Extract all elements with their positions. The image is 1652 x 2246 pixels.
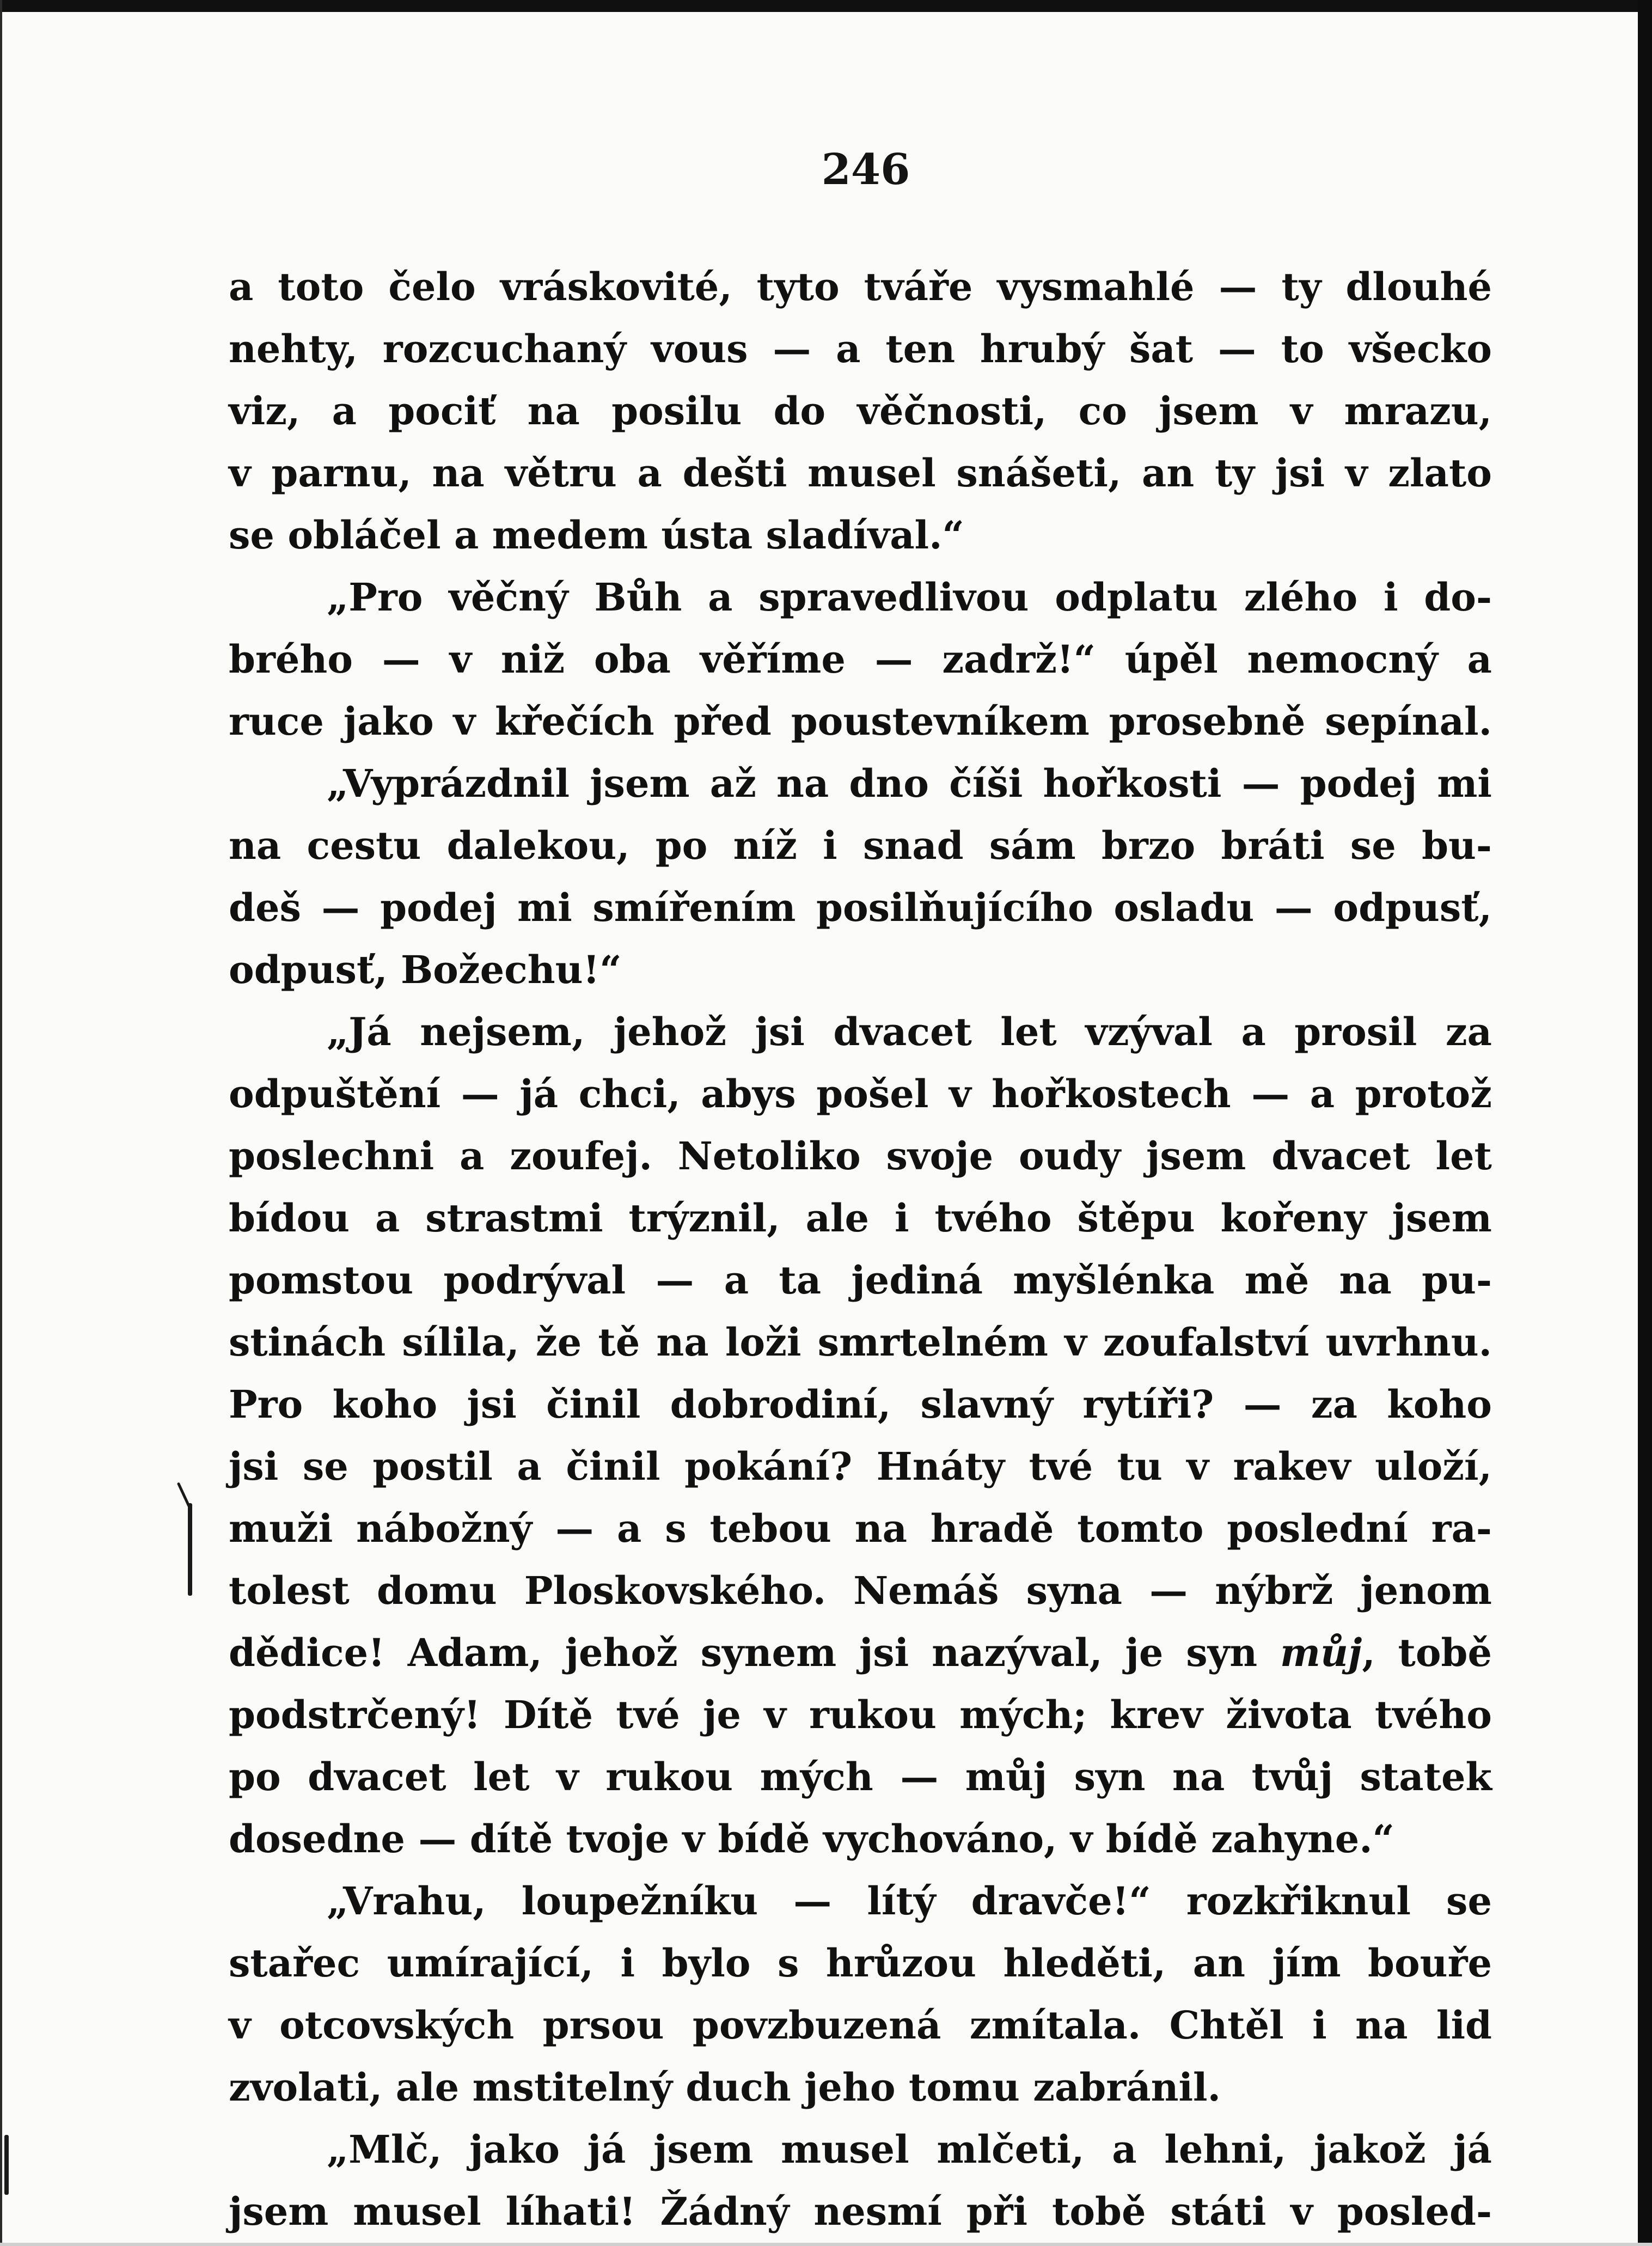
italic-word: můj (1280, 1630, 1362, 1675)
text-line: „Vyprázdnil jsem až na dno číši hořkosti — podej mi (327, 761, 1492, 806)
text-line: „Pro věčný Bůh a spravedlivou odplatu zlého i do- (327, 575, 1492, 620)
margin-mark (188, 1503, 192, 1596)
text-line: „Vrahu, loupežníku — lítý dravče!“ rozkřiknul se (327, 1878, 1492, 1924)
text-line: „Mlč, jako já jsem musel mlčeti, a lehni, jakož já (327, 2127, 1492, 2172)
text-line: jsi se postil a činil pokání? Hnáty tvé tu v rakev uloží, (229, 1444, 1492, 1489)
text-line (229, 1622, 1492, 1684)
text-line: stinách sílila, že tě na loži smrtelném v zoufalství uvrhnu. (229, 1320, 1492, 1365)
body-text (229, 256, 1492, 2243)
text-line: brého — v niž oba věříme — zadrž!“ úpěl nemocný a (229, 637, 1492, 682)
text-line: bídou a strastmi trýznil, ale i tvého štěpu kořeny jsem (229, 1195, 1492, 1241)
text-line: viz, a pociť na posilu do věčnosti, co jsem v mrazu, (229, 388, 1492, 434)
text-line: v parnu, na větru a dešti musel snášeti, an ty jsi v zlato (229, 450, 1492, 496)
text-line: muži nábožný — a s tebou na hradě tomto poslední ra- (229, 1506, 1492, 1551)
scan-edge-right (1638, 0, 1652, 2246)
scan-edge-left (0, 0, 2, 2246)
text-line: „Já nejsem, jehož jsi dvacet let vzýval a prosil za (327, 1009, 1492, 1054)
text-line: zvolati, ale mstitelný duch jeho tomu zabránil. (229, 2065, 1221, 2110)
scan-edge-top (0, 0, 1652, 12)
text-line: a toto čelo vráskovité, tyto tváře vysmahlé — ty dlouhé (229, 264, 1492, 309)
text-line: nehty, rozcuchaný vous — a ten hrubý šat — to všecko (229, 326, 1492, 371)
page-number: 246 (821, 145, 910, 194)
corner-mark (4, 2135, 9, 2195)
text-line: po dvacet let v rukou mých — můj syn na tvůj statek (229, 1754, 1492, 1799)
text-line: jsem musel líhati! Žádný nesmí při tobě státi v posled- (229, 2189, 1492, 2234)
scan-edge-bottom (0, 2243, 1652, 2246)
text-line: dosedne — dítě tvoje v bídě vychováno, v bídě zahyne.“ (229, 1816, 1394, 1862)
text-line: stařec umírající, i bylo s hrůzou hleděti, an jím bouře (229, 1940, 1492, 1986)
text-line: v otcovských prsou povzbuzená zmítala. Chtěl i na lid (229, 2003, 1492, 2048)
text-line: ruce jako v křečích před poustevníkem prosebně sepínal. (229, 699, 1492, 744)
text-segment: dědice! Adam, jehož synem jsi nazýval, je syn (229, 1630, 1258, 1675)
text-line: pomstou podrýval — a ta jediná myšlénka mě na pu- (229, 1258, 1492, 1303)
text-line: tolest domu Ploskovského. Nemáš syna — nýbrž jenom (229, 1568, 1492, 1613)
text-line: odpusť, Božechu!“ (229, 947, 622, 992)
text-line: se obláčel a medem ústa sladíval.“ (229, 512, 964, 558)
text-segment: , tobě (1362, 1630, 1492, 1675)
text-line: poslechni a zoufej. Netoliko svoje oudy jsem dvacet let (229, 1133, 1492, 1179)
text-line: deš — podej mi smířením posilňujícího osladu — odpusť, (229, 885, 1492, 930)
text-line: odpuštění — já chci, abys pošel v hořkostech — a protož (229, 1071, 1492, 1116)
text-line: podstrčený! Dítě tvé je v rukou mých; krev života tvého (229, 1692, 1492, 1737)
text-line: Pro koho jsi činil dobrodiní, slavný rytíři? — za koho (229, 1382, 1492, 1427)
text-line: na cestu dalekou, po níž i snad sám brzo bráti se bu- (229, 823, 1492, 868)
